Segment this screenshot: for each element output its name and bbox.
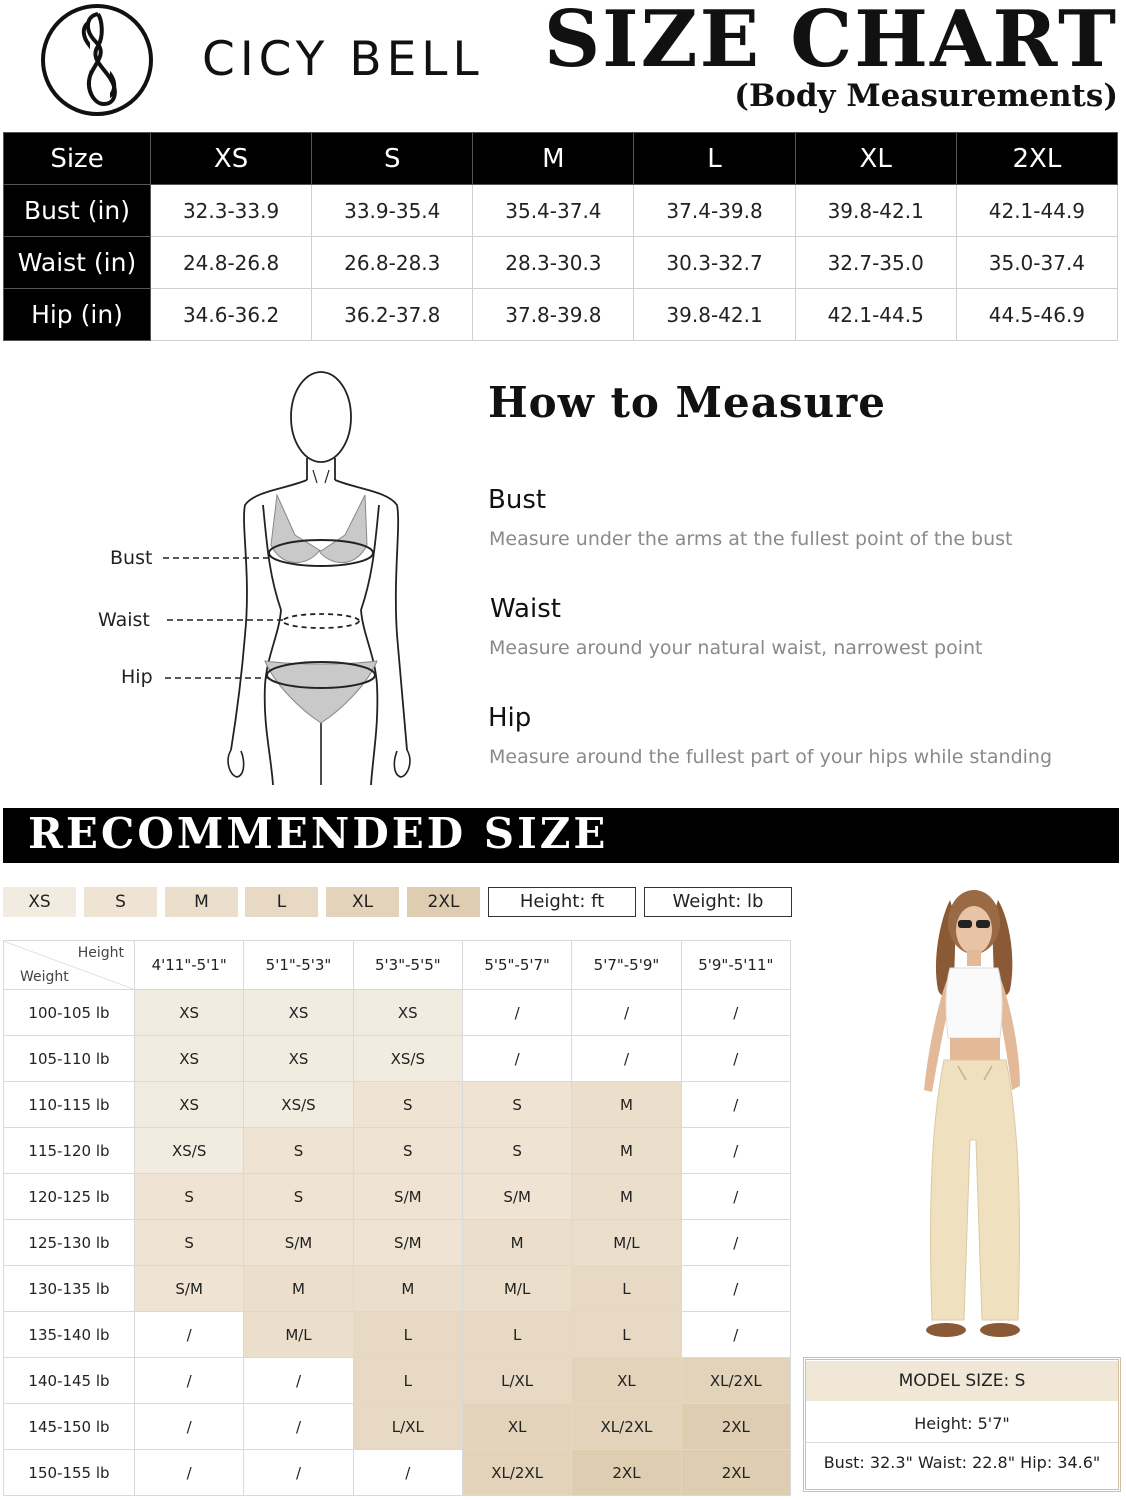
body-measurement-figure — [95, 365, 425, 790]
table-cell: 37.4-39.8 — [634, 185, 795, 237]
size-recommendation-cell: S/M — [353, 1174, 462, 1220]
size-header-cell: L — [634, 133, 795, 185]
size-recommendation-cell: S/M — [135, 1266, 244, 1312]
size-recommendation-cell: L/XL — [462, 1358, 571, 1404]
brand-name: CICY BELL — [202, 32, 484, 87]
table-cell: 39.8-42.1 — [795, 185, 956, 237]
size-header-cell: 2XL — [956, 133, 1117, 185]
table-cell: 36.2-37.8 — [312, 289, 473, 341]
table-row — [4, 1450, 791, 1496]
table-row — [4, 1128, 791, 1174]
brand-logo-icon — [38, 2, 156, 118]
size-recommendation-cell: M/L — [572, 1220, 681, 1266]
size-recommendation-cell: / — [135, 1312, 244, 1358]
height-header-cell: 5'7"-5'9" — [572, 941, 681, 990]
size-recommendation-cell: XL/2XL — [681, 1358, 790, 1404]
measure-waist-desc: Measure around your natural waist, narrowest point — [489, 637, 983, 659]
table-cell: 37.8-39.8 — [473, 289, 634, 341]
size-recommendation-cell: / — [681, 1266, 790, 1312]
size-recommendation-cell: XS — [353, 990, 462, 1036]
size-recommendation-cell: S/M — [353, 1220, 462, 1266]
figure-label-waist: Waist — [98, 609, 150, 631]
size-recommendation-cell: / — [135, 1450, 244, 1496]
table-row — [4, 1082, 791, 1128]
table-row — [4, 1174, 791, 1220]
weight-row-label: 140-145 lb — [4, 1358, 135, 1404]
size-recommendation-cell: M/L — [244, 1312, 353, 1358]
legend-l: L — [245, 887, 318, 917]
table-cell: 28.3-30.3 — [473, 237, 634, 289]
measure-hip-desc: Measure around the fullest part of your hips while standing — [489, 746, 1053, 768]
size-recommendation-cell: / — [681, 1128, 790, 1174]
corner-height-label: Height — [77, 945, 124, 961]
size-header-cell: XS — [151, 133, 312, 185]
height-header-cell: 5'3"-5'5" — [353, 941, 462, 990]
measure-bust-desc: Measure under the arms at the fullest point of the bust — [489, 528, 1013, 550]
size-recommendation-cell: XL/2XL — [572, 1404, 681, 1450]
legend-weight-unit: Weight: lb — [644, 887, 792, 917]
height-header-cell: 5'9"-5'11" — [681, 941, 790, 990]
size-recommendation-cell: XS/S — [353, 1036, 462, 1082]
size-recommendation-cell: S — [135, 1174, 244, 1220]
weight-row-label: 115-120 lb — [4, 1128, 135, 1174]
table-cell: 30.3-32.7 — [634, 237, 795, 289]
size-recommendation-cell: M — [572, 1174, 681, 1220]
size-recommendation-cell: M — [353, 1266, 462, 1312]
size-header-cell: M — [473, 133, 634, 185]
row-label-waist: Waist (in) — [4, 237, 151, 289]
size-recommendation-cell: 2XL — [681, 1404, 790, 1450]
model-divider — [806, 1442, 1118, 1443]
figure-label-hip: Hip — [121, 666, 153, 688]
size-recommendation-cell: / — [244, 1404, 353, 1450]
size-recommendation-cell: XS — [244, 990, 353, 1036]
how-to-measure-title: How to Measure — [488, 378, 886, 427]
size-recommendation-cell: 2XL — [572, 1450, 681, 1496]
grid-body — [4, 990, 791, 1496]
size-recommendation-cell: S — [462, 1128, 571, 1174]
table-row — [4, 1036, 791, 1082]
table-cell: 32.7-35.0 — [795, 237, 956, 289]
size-recommendation-cell: / — [135, 1404, 244, 1450]
size-recommendation-cell: / — [681, 1312, 790, 1358]
size-recommendation-cell: / — [244, 1358, 353, 1404]
weight-row-label: 145-150 lb — [4, 1404, 135, 1450]
table-cell: 39.8-42.1 — [634, 289, 795, 341]
table-cell: 32.3-33.9 — [151, 185, 312, 237]
size-recommendation-cell: XS — [135, 990, 244, 1036]
model-size-label: MODEL SIZE: S — [806, 1361, 1118, 1401]
model-photo — [880, 880, 1060, 1345]
legend-height-unit: Height: ft — [488, 887, 636, 917]
size-recommendation-cell: / — [681, 1082, 790, 1128]
weight-row-label: 120-125 lb — [4, 1174, 135, 1220]
size-recommendation-cell: L — [353, 1358, 462, 1404]
weight-row-label: 105-110 lb — [4, 1036, 135, 1082]
size-recommendation-cell: M — [462, 1220, 571, 1266]
size-recommendation-cell: S — [462, 1082, 571, 1128]
grid-corner-cell — [4, 941, 135, 990]
legend-m: M — [165, 887, 238, 917]
size-recommendation-cell: XS — [244, 1036, 353, 1082]
legend-s: S — [84, 887, 157, 917]
table-cell: 42.1-44.9 — [956, 185, 1117, 237]
legend-2xl: 2XL — [407, 887, 480, 917]
size-recommendation-cell: XS/S — [135, 1128, 244, 1174]
size-recommendation-cell: M — [572, 1128, 681, 1174]
measure-hip-heading: Hip — [488, 703, 532, 733]
weight-row-label: 135-140 lb — [4, 1312, 135, 1358]
page-title: SIZE CHART — [543, 0, 1118, 85]
size-recommendation-cell: / — [681, 1036, 790, 1082]
size-recommendation-cell: XS — [135, 1082, 244, 1128]
size-recommendation-cell: L — [572, 1312, 681, 1358]
figure-head-icon — [291, 372, 351, 462]
size-recommendation-cell: S — [353, 1128, 462, 1174]
size-recommendation-cell: / — [681, 990, 790, 1036]
size-recommendation-cell: / — [462, 990, 571, 1036]
size-recommendation-cell: L/XL — [353, 1404, 462, 1450]
model-measurements: Bust: 32.3" Waist: 22.8" Hip: 34.6" — [823, 1453, 1101, 1472]
table-row — [4, 1220, 791, 1266]
size-recommendation-cell: S — [135, 1220, 244, 1266]
recommended-size-grid — [3, 940, 791, 1496]
table-cell: 24.8-26.8 — [151, 237, 312, 289]
table-row — [4, 1358, 791, 1404]
size-recommendation-cell: XL — [462, 1404, 571, 1450]
size-recommendation-cell: M — [572, 1082, 681, 1128]
size-recommendation-cell: / — [353, 1450, 462, 1496]
size-recommendation-cell: L — [462, 1312, 571, 1358]
weight-row-label: 150-155 lb — [4, 1450, 135, 1496]
row-label-hip: Hip (in) — [4, 289, 151, 341]
table-row — [4, 1266, 791, 1312]
legend-xs: XS — [3, 887, 76, 917]
size-recommendation-cell: L — [353, 1312, 462, 1358]
size-recommendation-cell: / — [681, 1220, 790, 1266]
size-recommendation-cell: / — [572, 990, 681, 1036]
corner-weight-label: Weight — [20, 969, 69, 985]
size-recommendation-cell: / — [135, 1358, 244, 1404]
size-header-cell: Size — [4, 133, 151, 185]
size-measurement-table — [3, 132, 1118, 341]
table-row — [4, 1312, 791, 1358]
row-label-bust: Bust (in) — [4, 185, 151, 237]
size-header-cell: S — [312, 133, 473, 185]
size-recommendation-cell: S/M — [462, 1174, 571, 1220]
figure-label-bust: Bust — [110, 547, 153, 569]
size-table-header — [4, 133, 1118, 185]
size-recommendation-cell: S — [353, 1082, 462, 1128]
weight-row-label: 130-135 lb — [4, 1266, 135, 1312]
table-cell: 33.9-35.4 — [312, 185, 473, 237]
grid-header-row — [4, 941, 791, 990]
size-recommendation-cell: M — [244, 1266, 353, 1312]
table-cell: 34.6-36.2 — [151, 289, 312, 341]
table-row — [4, 289, 1118, 341]
height-header-cell: 5'5"-5'7" — [462, 941, 571, 990]
size-recommendation-cell: L — [572, 1266, 681, 1312]
size-recommendation-cell: / — [572, 1036, 681, 1082]
table-cell: 26.8-28.3 — [312, 237, 473, 289]
size-recommendation-cell: / — [681, 1174, 790, 1220]
recommended-title: RECOMMENDED SIZE — [28, 809, 609, 858]
measure-bust-heading: Bust — [488, 485, 547, 515]
height-header-cell: 5'1"-5'3" — [244, 941, 353, 990]
size-recommendation-cell: XL/2XL — [462, 1450, 571, 1496]
size-header-cell: XL — [795, 133, 956, 185]
table-cell: 44.5-46.9 — [956, 289, 1117, 341]
model-height: Height: 5'7" — [914, 1414, 1010, 1433]
size-recommendation-cell: S — [244, 1128, 353, 1174]
table-cell: 42.1-44.5 — [795, 289, 956, 341]
size-recommendation-cell: S/M — [244, 1220, 353, 1266]
table-cell: 35.4-37.4 — [473, 185, 634, 237]
size-recommendation-cell: 2XL — [681, 1450, 790, 1496]
size-recommendation-cell: XL — [572, 1358, 681, 1404]
table-row — [4, 185, 1118, 237]
size-recommendation-cell: XS — [135, 1036, 244, 1082]
table-row — [4, 1404, 791, 1450]
table-row — [4, 990, 791, 1036]
size-recommendation-cell: / — [244, 1450, 353, 1496]
table-cell: 35.0-37.4 — [956, 237, 1117, 289]
weight-row-label: 100-105 lb — [4, 990, 135, 1036]
size-recommendation-cell: S — [244, 1174, 353, 1220]
legend-xl: XL — [326, 887, 399, 917]
page-subtitle: (Body Measurements) — [734, 78, 1118, 114]
measure-waist-heading: Waist — [490, 594, 561, 624]
size-recommendation-cell: / — [462, 1036, 571, 1082]
weight-row-label: 110-115 lb — [4, 1082, 135, 1128]
height-header-cell: 4'11"-5'1" — [135, 941, 244, 990]
weight-row-label: 125-130 lb — [4, 1220, 135, 1266]
size-recommendation-cell: XS/S — [244, 1082, 353, 1128]
size-recommendation-cell: M/L — [462, 1266, 571, 1312]
table-row — [4, 237, 1118, 289]
